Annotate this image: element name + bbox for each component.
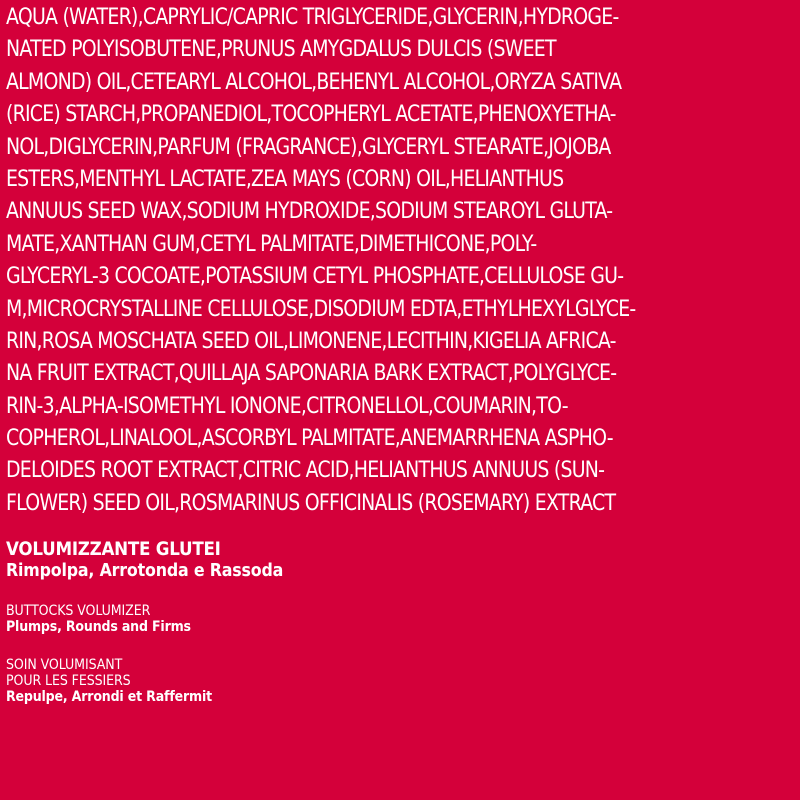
ingredients-list — [6, 2, 796, 520]
ingredients-line: COPHEROL,LINALOOL,ASCORBYL PALMITATE,ANEMARRHENA ASPHO- — [6, 426, 613, 452]
product-claim-english: Plumps, Rounds and Firms — [6, 619, 191, 635]
product-name-english: BUTTOCKS VOLUMIZER — [6, 603, 151, 619]
ingredients-line: NOL,DIGLYCERIN,PARFUM (FRAGRANCE),GLYCERYL STEARATE,JOJOBA — [6, 134, 611, 160]
product-info-french — [6, 657, 606, 705]
product-name-italian: VOLUMIZZANTE GLUTEI — [6, 538, 221, 560]
product-claim-french: Repulpe, Arrondi et Raffermit — [6, 689, 212, 705]
product-name-french-line2: POUR LES FESSIERS — [6, 673, 131, 689]
ingredients-line: RIN,ROSA MOSCHATA SEED OIL,LIMONENE,LECITHIN,KIGELIA AFRICA- — [6, 328, 616, 354]
product-claim-italian: Rimpolpa, Arrotonda e Rassoda — [6, 560, 284, 581]
ingredients-line: FLOWER) SEED OIL,ROSMARINUS OFFICINALIS (ROSEMARY) EXTRACT — [6, 490, 616, 516]
ingredients-line: M,MICROCRYSTALLINE CELLULOSE,DISODIUM EDTA,ETHYLHEXYLGLYCE- — [6, 296, 636, 322]
ingredients-line: MATE,XANTHAN GUM,CETYL PALMITATE,DIMETHICONE,POLY- — [6, 231, 537, 257]
ingredients-line: ESTERS,MENTHYL LACTATE,ZEA MAYS (CORN) OIL,HELIANTHUS — [6, 166, 564, 192]
ingredients-line: AQUA (WATER),CAPRYLIC/CAPRIC TRIGLYCERIDE,GLYCERIN,HYDROGE- — [6, 5, 619, 30]
ingredients-line: DELOIDES ROOT EXTRACT,CITRIC ACID,HELIANTHUS ANNUUS (SUN- — [6, 458, 605, 484]
ingredients-line: (RICE) STARCH,PROPANEDIOL,TOCOPHERYL ACETATE,PHENOXYETHA- — [6, 102, 616, 128]
ingredients-line: ALMOND) OIL,CETEARYL ALCOHOL,BEHENYL ALCOHOL,ORYZA SATIVA — [6, 69, 622, 95]
product-name-french-line1: SOIN VOLUMISANT — [6, 657, 123, 673]
ingredients-line: GLYCERYL-3 COCOATE,POTASSIUM CETYL PHOSPHATE,CELLULOSE GU- — [6, 264, 624, 290]
ingredients-line: NA FRUIT EXTRACT,QUILLAJA SAPONARIA BARK EXTRACT,POLYGLYCE- — [6, 361, 617, 387]
ingredients-line: ANNUUS SEED WAX,SODIUM HYDROXIDE,SODIUM STEAROYL GLUTA- — [6, 199, 613, 225]
product-info-english — [6, 603, 606, 635]
ingredients-line: NATED POLYISOBUTENE,PRUNUS AMYGDALUS DULCIS (SWEET — [6, 37, 556, 63]
ingredients-line: RIN-3,ALPHA-ISOMETHYL IONONE,CITRONELLOL,COUMARIN,TO- — [6, 393, 568, 419]
product-info-italian — [6, 538, 606, 582]
